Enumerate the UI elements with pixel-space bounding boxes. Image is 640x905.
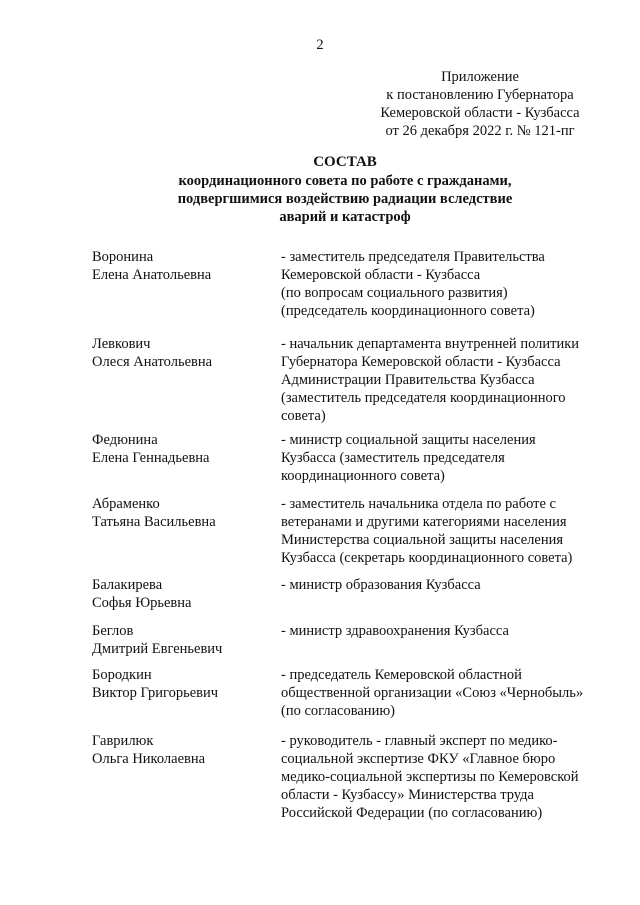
member-entry (0, 431, 640, 495)
member-surname: Федюнина (92, 432, 158, 448)
member-role-line: Министерства социальной защиты населения (281, 532, 564, 548)
member-role-line: Губернатора Кемеровской области - Кузбасса (281, 354, 561, 370)
member-role-line: - заместитель председателя Правительства (281, 249, 545, 265)
member-role-line: ветеранами и другими категориями населения (281, 514, 567, 530)
member-name (92, 335, 272, 371)
member-name (92, 732, 272, 768)
member-entry (0, 622, 640, 666)
member-name (92, 666, 272, 702)
member-role-line: Кузбасса (секретарь координационного совета) (281, 550, 573, 566)
member-role-line: - председатель Кемеровской областной (281, 667, 522, 683)
member-role-line: координационного совета) (281, 468, 445, 484)
member-role (281, 576, 621, 594)
member-given-names: Татьяна Васильевна (92, 514, 216, 530)
member-role-line: общественной организации «Союз «Чернобыль» (281, 685, 584, 701)
member-given-names: Ольга Николаевна (92, 751, 206, 767)
member-entry (0, 335, 640, 431)
appendix-line: к постановлению Губернатора (386, 87, 574, 103)
member-name (92, 622, 272, 658)
member-role-line: - руководитель - главный эксперт по медико- (281, 733, 558, 749)
member-role-line: медико-социальной экспертизы по Кемеровской (281, 769, 579, 785)
title-line: аварий и катастроф (279, 209, 411, 225)
member-entry (0, 666, 640, 732)
member-role-line: - заместитель начальника отдела по работе с (281, 496, 556, 512)
title-line: координационного совета по работе с гражданами, (178, 173, 512, 189)
member-entry (0, 732, 640, 828)
appendix-header (360, 68, 600, 140)
member-role-line: - начальник департамента внутренней политики (281, 336, 580, 352)
member-role (281, 666, 621, 720)
document-title (0, 153, 640, 226)
member-surname: Балакирева (92, 577, 163, 593)
member-role (281, 732, 621, 822)
page-number: 2 (316, 37, 324, 53)
member-role-line: Кузбасса (заместитель председателя (281, 450, 505, 466)
member-role (281, 622, 621, 640)
member-given-names: Олеся Анатольевна (92, 354, 213, 370)
member-given-names: Елена Анатольевна (92, 267, 212, 283)
member-role-line: (заместитель председателя координационного (281, 390, 566, 406)
member-surname: Бородкин (92, 667, 152, 683)
member-given-names: Софья Юрьевна (92, 595, 192, 611)
member-role-line: - министр образования Кузбасса (281, 577, 481, 593)
member-given-names: Виктор Григорьевич (92, 685, 219, 701)
member-surname: Гаврилюк (92, 733, 154, 749)
member-surname: Абраменко (92, 496, 160, 512)
appendix-line: Приложение (441, 69, 519, 85)
member-entry (0, 248, 640, 335)
member-role-line: - министр здравоохранения Кузбасса (281, 623, 509, 639)
member-surname: Левкович (92, 336, 151, 352)
member-role-line: (по согласованию) (281, 703, 395, 719)
member-given-names: Дмитрий Евгеньевич (92, 641, 223, 657)
members-list (0, 248, 640, 828)
member-role-line: области - Кузбассу» Министерства труда (281, 787, 534, 803)
member-entry (0, 576, 640, 622)
title-line: подвергшимися воздействию радиации вследствие (177, 191, 513, 207)
member-role-line: Кемеровской области - Кузбасса (281, 267, 481, 283)
member-role-line: социальной экспертизе ФКУ «Главное бюро (281, 751, 556, 767)
member-role-line: - министр социальной защиты населения (281, 432, 536, 448)
member-name (92, 576, 272, 612)
member-role (281, 431, 621, 485)
member-entry (0, 495, 640, 576)
appendix-line: от 26 декабря 2022 г. № 121-пг (385, 123, 575, 139)
member-role-line: (по вопросам социального развития) (281, 285, 508, 301)
member-role (281, 495, 621, 567)
member-role-line: совета) (281, 408, 326, 424)
member-name (92, 248, 272, 284)
member-surname: Беглов (92, 623, 134, 639)
member-role-line: (председатель координационного совета) (281, 303, 535, 319)
member-role-line: Администрации Правительства Кузбасса (281, 372, 535, 388)
member-name (92, 495, 272, 531)
member-role (281, 335, 621, 425)
member-role (281, 248, 621, 320)
member-name (92, 431, 272, 467)
appendix-line: Кемеровской области - Кузбасса (380, 105, 580, 121)
title-main: СОСТАВ (313, 154, 377, 170)
member-role-line: Российской Федерации (по согласованию) (281, 805, 543, 821)
member-given-names: Елена Геннадьевна (92, 450, 210, 466)
member-surname: Воронина (92, 249, 154, 265)
